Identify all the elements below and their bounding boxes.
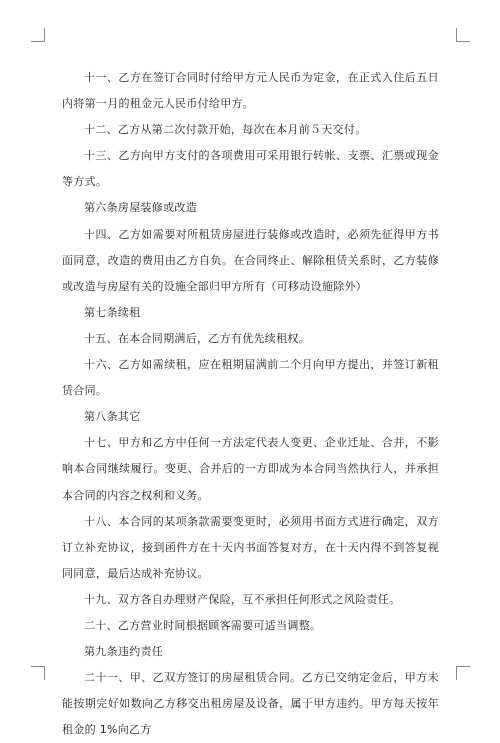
clause-12: 十二、乙方从第二次付款开始，每次在本月前５天交付。 <box>84 123 367 137</box>
crop-mark-top-left <box>31 28 45 42</box>
crop-mark-bottom-left <box>31 666 45 680</box>
document-body <box>62 65 439 743</box>
clause-15: 十五、在本合同期满后，乙方有优先续租权。 <box>84 331 310 345</box>
clause-11: 十一、乙方在签订合同时付给甲方元人民币为定金，在正式入住后五日内将第一月的租金元人民币付给甲方。 <box>62 71 439 111</box>
clause-17: 十七、甲方和乙方中任何一方法定代表人变更、企业迁址、合并，不影响本合同继续履行。变更、合并后的一方即成为本合同当然执行人，并承担本合同的内容之权利和义务。 <box>62 436 439 502</box>
section-heading-7: 第七条续租 <box>84 305 141 319</box>
section-heading-6: 第六条房屋装修或改造 <box>84 201 197 215</box>
crop-mark-top-right <box>456 28 470 42</box>
crop-mark-bottom-right <box>456 666 470 680</box>
clause-18: 十八、本合同的某项条款需要变更时，必须用书面方式进行确定，双方订立补充协议，接到函件方在十天内书面答复对方，在十天内得不到答复视同同意，最后达成补充协议。 <box>62 514 439 580</box>
clause-21: 二十一、甲、乙双方签订的房屋租赁合同。乙方已交纳定金后，甲方未能按期完好如数向乙方移交出租房屋及设备，属于甲方违约。甲方每天按年租金的 1%向乙方 <box>62 671 439 737</box>
section-heading-8: 第八条其它 <box>84 410 141 424</box>
clause-16: 十六、乙方如需续租，应在租期届满前二个月向甲方提出，并签订新租赁合同。 <box>62 358 439 398</box>
clause-19: 十九、双方各自办理财产保险，互不承担任何形式之风险责任。 <box>84 592 401 606</box>
clause-13: 十三、乙方向甲方支付的各项费用可采用银行转帐、支票、汇票或现金等方式。 <box>62 149 439 189</box>
clause-14: 十四、乙方如需要对所租赁房屋进行装修或改造时，必须先征得甲方书面同意，改造的费用由乙方自负。在合同终止、解除租赁关系时，乙方装修或改造与房屋有关的设施全部归甲方所有（可移动设施除外） <box>62 227 439 293</box>
clause-20: 二十、乙方营业时间根据顾客需要可适当调整。 <box>84 618 322 632</box>
section-heading-9: 第九条违约责任 <box>84 645 164 659</box>
